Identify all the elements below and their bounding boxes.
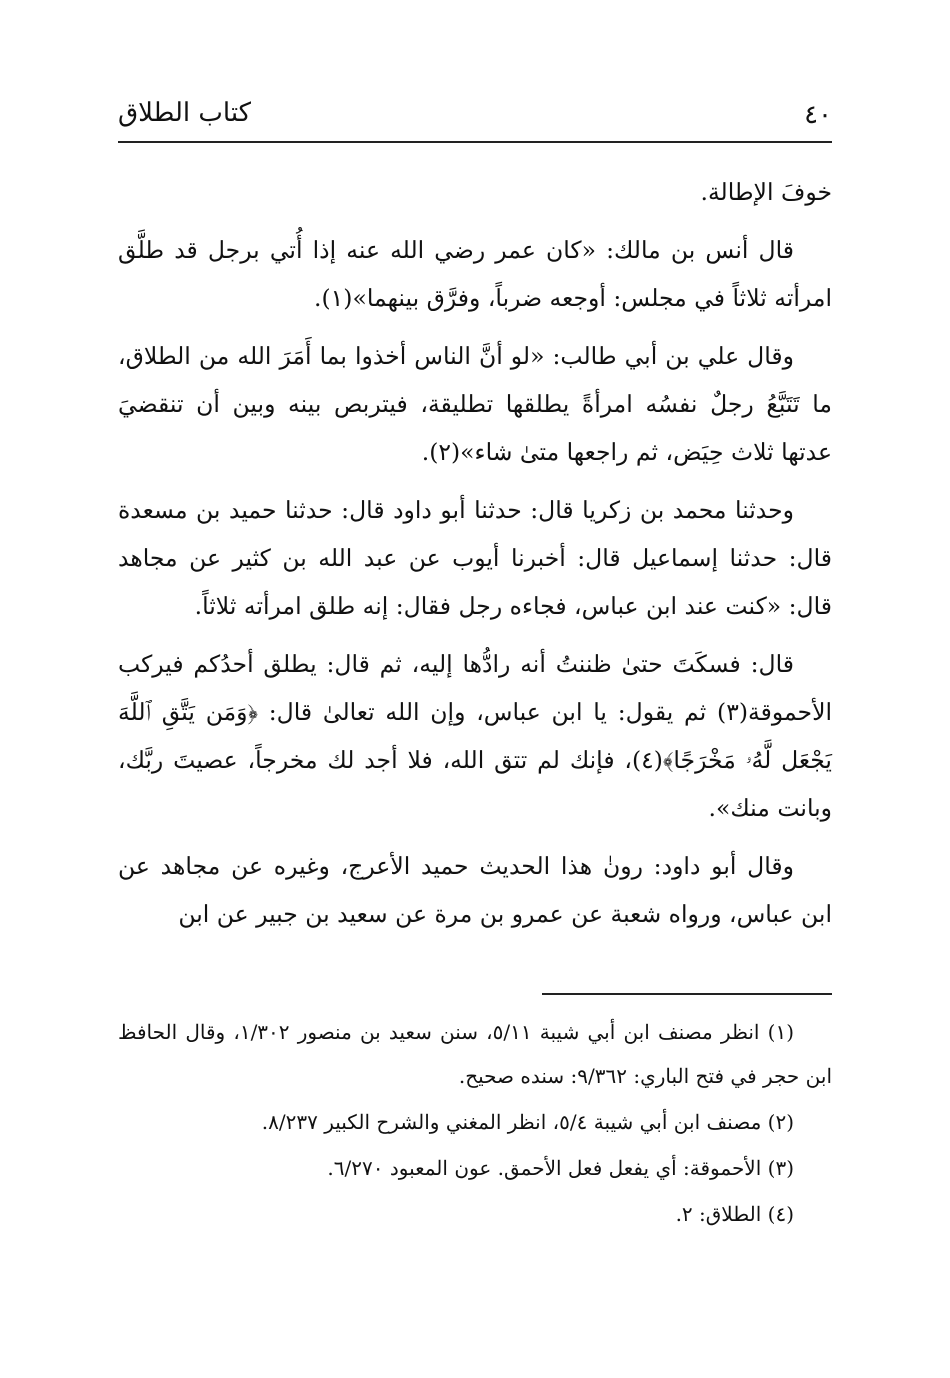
footnote: (٣) الأحموقة: أي يفعل فعل الأحمق. عون المعبود ٦/٢٧٠. <box>327 1156 794 1180</box>
running-title: كتاب الطلاق <box>118 98 252 128</box>
footnote: (٤) الطلاق: ٢. <box>675 1202 794 1226</box>
footnotes <box>118 1010 832 1238</box>
header-rule <box>118 141 832 143</box>
footnote-separator <box>542 993 832 995</box>
main-text <box>118 168 832 948</box>
page-header <box>118 96 832 140</box>
paragraph: وحدثنا محمد بن زكريا قال: حدثنا أبو داود قال: حدثنا حميد بن مسعدة قال: حدثنا إسماعيل قال: أخبرنا أيوب عن عبد الله بن كثير عن مجاهد قال: «كنت عند ابن عباس، فجاءه رجل فقال: إنه طلق امرأته ثلاثاً. <box>118 496 832 620</box>
paragraph: وقال أبو داود: رونٰ هذا الحديث حميد الأعرج، وغيره عن مجاهد عن ابن عباس، ورواه شعبة عن عمرو بن مرة عن سعيد بن جبير عن ابن <box>118 852 832 928</box>
paragraph: قال: فسكَتَ حتىٰ ظننتُ أنه رادُّها إليه، ثم قال: يطلق أحدُكم فيركب الأحموقة(٣) ثم يقول: يا ابن عباس، وإن الله تعالىٰ قال: ﴿وَمَن يَتَّقِ ٱللَّهَ يَجْعَل لَّهُۥ مَخْرَجًا﴾(٤)، فإنك لم تتق الله، فلا أجد لك مخرجاً، عصيتَ ربَّك، وبانت منك». <box>118 650 832 822</box>
paragraph: وقال علي بن أبي طالب: «لو أنَّ الناس أخذوا بما أَمَرَ الله من الطلاق، ما تَتَبَّعُ رجلٌ نفسُه امرأةً يطلقها تطليقة، فيتربص بينه وبين أن تنقضيَ عدتها ثلاث حِيَض، ثم راجعها متىٰ شاء»(٢). <box>118 342 832 466</box>
footnote: (١) انظر مصنف ابن أبي شيبة ٥/١١، سنن سعيد بن منصور ١/٣٠٢، وقال الحافظ ابن حجر في فتح الباري: ٩/٣٦٢: سنده صحيح. <box>118 1020 832 1088</box>
page-number: ٤٠ <box>804 100 832 130</box>
paragraph: خوفَ الإطالة. <box>700 178 832 206</box>
paragraph: قال أنس بن مالك: «كان عمر رضي الله عنه إذا أُتي برجل قد طلَّق امرأته ثلاثاً في مجلس: أوجعه ضرباً، وفرَّق بينهما»(١). <box>118 236 832 312</box>
footnote: (٢) مصنف ابن أبي شيبة ٥/٤، انظر المغني والشرح الكبير ٨/٢٣٧. <box>261 1110 794 1134</box>
